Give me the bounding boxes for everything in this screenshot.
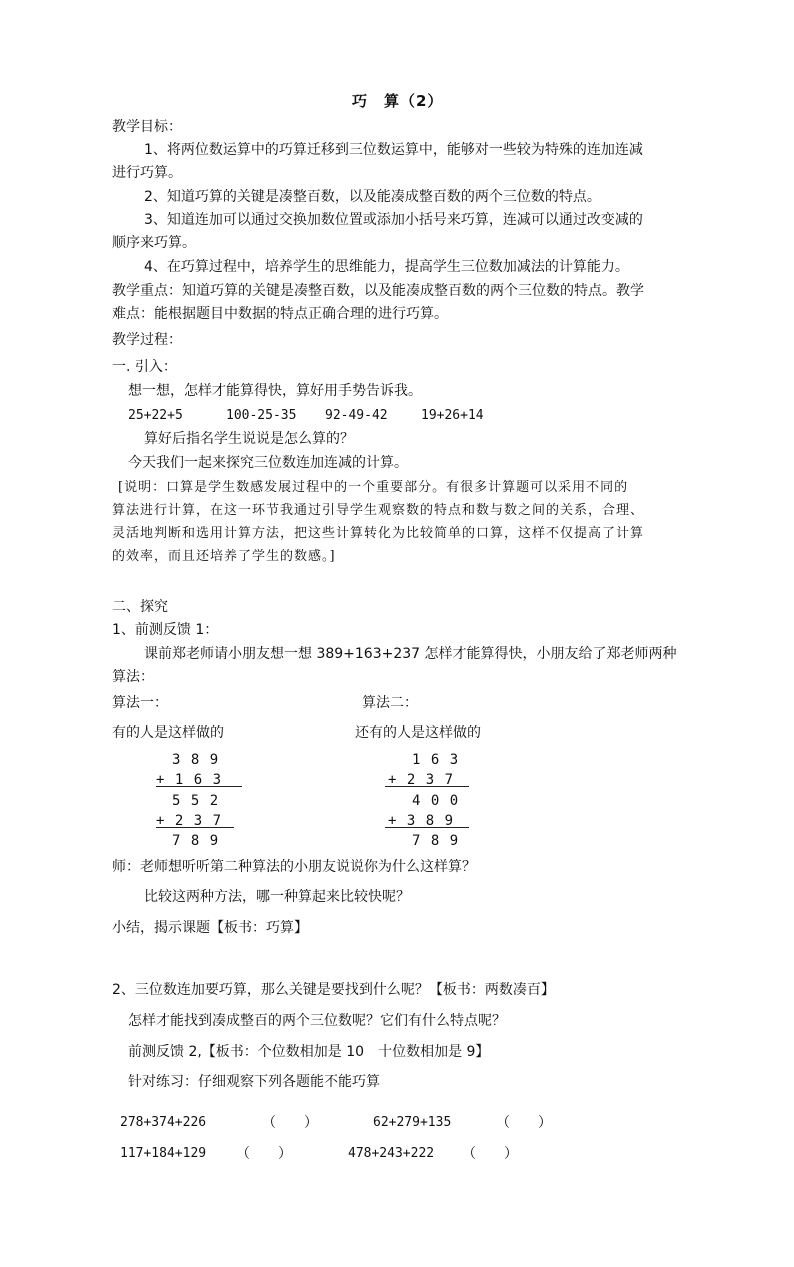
page-title: 巧 算（2） bbox=[352, 92, 444, 110]
intro-line-1: 想一想，怎样才能算得快，算好用手势告诉我。 bbox=[128, 383, 422, 399]
goal-2: 2、知道巧算的关键是凑整百数，以及能凑成整百数的两个三位数的特点。 bbox=[144, 189, 601, 205]
calc-1-rule bbox=[156, 786, 242, 787]
method-2-desc: 还有的人是这样做的 bbox=[355, 725, 481, 741]
calc-2-row: 1 6 3 bbox=[412, 752, 460, 768]
teacher-question: 师：老师想听听第二种算法的小朋友说说你为什么这样算？ bbox=[112, 859, 476, 875]
method-1-desc: 有的人是这样做的 bbox=[112, 725, 224, 741]
question-line-2: 前测反馈 2,【板书：个位数相加是 10 十位数相加是 9】 bbox=[128, 1044, 490, 1060]
intro-expr: 92-49-42 bbox=[325, 408, 388, 423]
goal-1-cont: 进行巧算。 bbox=[112, 165, 182, 181]
intro-heading: 一. 引入： bbox=[112, 359, 177, 375]
note-line-1: [说明：口算是学生数感发展过程中的一个重要部分。有很多计算题可以采用不同的 bbox=[118, 480, 629, 495]
practice-expr: 478+243+222 bbox=[348, 1146, 435, 1161]
note-line-4: 的效率，而且还培养了学生的数感。] bbox=[112, 549, 336, 564]
calc-2-rule bbox=[385, 786, 469, 787]
calc-1-rule bbox=[156, 827, 234, 828]
feedback-para: 课前郑老师请小朋友想一想 389+163+237 怎样才能算得快，小朋友给了郑老师两种 bbox=[144, 646, 677, 662]
intro-line-2: 算好后指名学生说说是怎么算的？ bbox=[144, 431, 354, 447]
note-line-2: 算法进行计算，在这一环节我通过引导学生观察数的特点和数与数之间的关系，合理、 bbox=[112, 503, 645, 518]
calc-2-row: 7 8 9 bbox=[412, 833, 460, 849]
calc-2-row: + 2 3 7 bbox=[388, 772, 455, 788]
compare-question: 比较这两种方法，哪一种算起来比较快呢？ bbox=[144, 889, 410, 905]
goal-1: 1、将两位数运算中的巧算迁移到三位数运算中，能够对一些较为特殊的连加连减 bbox=[144, 142, 643, 158]
goal-4: 4、在巧算过程中，培养学生的思维能力，提高学生三位数加减法的计算能力。 bbox=[144, 259, 629, 275]
calc-1-row: + 2 3 7 bbox=[156, 813, 223, 829]
section-2-heading: 2、三位数连加要巧算，那么关键是要找到什么呢？【板书：两数凑百】 bbox=[112, 982, 555, 998]
intro-expr: 100-25-35 bbox=[226, 408, 297, 423]
practice-answer-blank[interactable]: （ ） bbox=[462, 1146, 518, 1162]
intro-expr: 19+26+14 bbox=[421, 408, 484, 423]
calc-1-row: 7 8 9 bbox=[172, 833, 220, 849]
section-1-heading: 1、前测反馈 1： bbox=[112, 622, 219, 638]
intro-line-3: 今天我们一起来探究三位数连加连减的计算。 bbox=[128, 455, 408, 471]
explore-heading: 二、探究 bbox=[112, 599, 168, 615]
feedback-para-cont: 算法： bbox=[112, 669, 154, 685]
practice-expr: 278+374+226 bbox=[120, 1115, 207, 1130]
goals-heading: 教学目标： bbox=[112, 119, 182, 135]
focus-line: 教学重点：知道巧算的关键是凑整百数，以及能凑成整百数的两个三位数的特点。教学 bbox=[112, 283, 644, 299]
intro-expr: 25+22+5 bbox=[128, 408, 183, 423]
practice-expr: 62+279+135 bbox=[373, 1115, 452, 1130]
goal-3-cont: 顺序来巧算。 bbox=[112, 235, 196, 251]
calc-2-row: 4 0 0 bbox=[412, 793, 460, 809]
practice-expr: 117+184+129 bbox=[120, 1146, 207, 1161]
method-2-label: 算法二： bbox=[362, 695, 418, 711]
calc-1-row: 5 5 2 bbox=[172, 793, 220, 809]
calc-2-rule bbox=[385, 827, 469, 828]
note-line-3: 灵活地判断和选用计算方法，把这些计算转化为比较简单的口算，这样不仅提高了计算 bbox=[112, 526, 645, 541]
question-line-1: 怎样才能找到凑成整百的两个三位数呢？它们有什么特点呢？ bbox=[128, 1013, 506, 1029]
practice-answer-blank[interactable]: （ ） bbox=[236, 1146, 292, 1162]
summary-line: 小结，揭示课题【板书：巧算】 bbox=[112, 920, 308, 936]
calc-1-row: 3 8 9 bbox=[172, 752, 220, 768]
calc-2-row: + 3 8 9 bbox=[388, 813, 455, 829]
practice-answer-blank[interactable]: （ ） bbox=[496, 1115, 552, 1131]
calc-1-row: + 1 6 3 bbox=[156, 772, 223, 788]
method-1-label: 算法一： bbox=[112, 695, 168, 711]
difficulty-line: 难点：能根据题目中数据的特点正确合理的进行巧算。 bbox=[112, 306, 448, 322]
practice-intro: 针对练习：仔细观察下列各题能不能巧算 bbox=[128, 1074, 380, 1090]
goal-3: 3、知道连加可以通过交换加数位置或添加小括号来巧算，连减可以通过改变减的 bbox=[144, 212, 643, 228]
practice-answer-blank[interactable]: （ ） bbox=[262, 1115, 318, 1131]
process-heading: 教学过程： bbox=[112, 332, 182, 348]
